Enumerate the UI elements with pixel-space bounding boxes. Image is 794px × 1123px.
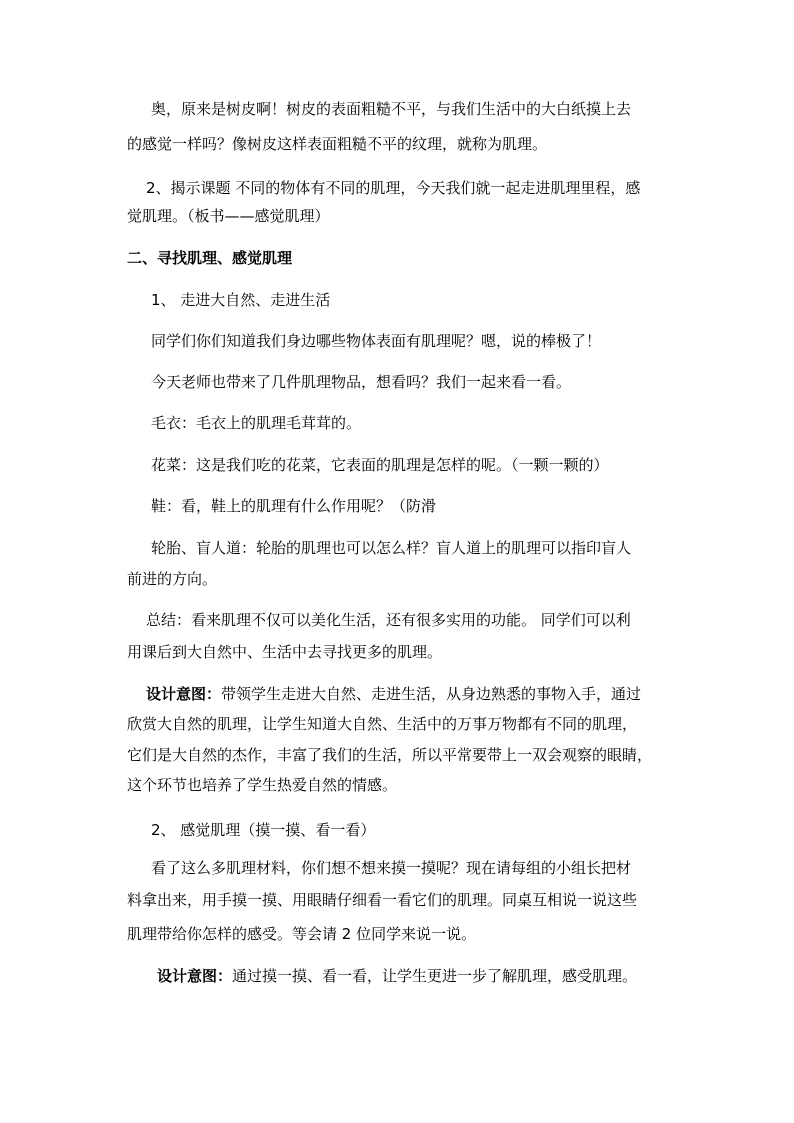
subheading: 2、 感觉肌理（摸一摸、看一看） — [151, 821, 376, 839]
text-line: 肌理带给你怎样的感受。等会请 2 位同学来说一说。 — [127, 925, 477, 943]
text-line: 总结：看来肌理不仅可以美化生活，还有很多实用的功能。 同学们可以利 — [146, 611, 631, 629]
text-line: 的感觉一样吗？像树皮这样表面粗糙不平的纹理，就称为肌理。 — [127, 135, 548, 153]
paragraph: 同学们你们知道我们身边哪些物体表面有肌理呢？嗯，说的棒极了！ — [151, 332, 602, 350]
paragraph: 毛衣：毛衣上的肌理毛茸茸的。 — [151, 414, 362, 432]
paragraph: 鞋：看，鞋上的肌理有什么作用呢？（防滑 — [151, 497, 437, 515]
text-line: 料拿出来，用手摸一摸、用眼睛仔细看一看它们的肌理。同桌互相说一说这些 — [127, 891, 638, 909]
subheading: 1、 走进大自然、走进生活 — [151, 291, 331, 309]
text-line: 前进的方向。 — [127, 570, 218, 588]
text-line: 这个环节也培养了学生热爱自然的情感。 — [127, 776, 398, 794]
design-intent-label: 设计意图： — [146, 685, 222, 703]
text-line: 欣赏大自然的肌理，让学生知道大自然、生活中的万事万物都有不同的肌理， — [127, 715, 638, 733]
text-line: 2、揭示课题 不同的物体有不同的肌理，今天我们就一起走进肌理里程，感 — [146, 179, 641, 197]
paragraph: 今天老师也带来了几件肌理物品，想看吗？我们一起来看一看。 — [151, 373, 572, 391]
text-line: 轮胎、盲人道：轮胎的肌理也可以怎么样？盲人道上的肌理可以指印盲人 — [151, 539, 632, 557]
text-line: 它们是大自然的杰作，丰富了我们的生活，所以平常要带上一双会观察的眼睛， — [127, 746, 653, 764]
design-intent-paragraph: 设计意图：通过摸一摸、看一看，让学生更进一步了解肌理，感受肌理。 — [157, 967, 638, 985]
text-line: 觉肌理。（板书——感觉肌理） — [127, 207, 330, 225]
section-heading: 二、寻找肌理、感觉肌理 — [127, 249, 293, 267]
text-line: 奥，原来是树皮啊！树皮的表面粗糙不平，与我们生活中的大白纸摸上去 — [151, 100, 632, 118]
design-intent-label: 设计意图： — [157, 967, 233, 985]
text-line: 用课后到大自然中、生活中去寻找更多的肌理。 — [127, 643, 443, 661]
text-line: 看了这么多肌理材料，你们想不想来摸一摸呢？现在请每组的小组长把材 — [151, 859, 632, 877]
paragraph: 花菜：这是我们吃的花菜，它表面的肌理是怎样的呢。（一颗一颗的） — [151, 456, 609, 474]
text-line: 设计意图：带领学生走进大自然、走进生活，从身边熟悉的事物入手，通过 — [146, 685, 642, 703]
